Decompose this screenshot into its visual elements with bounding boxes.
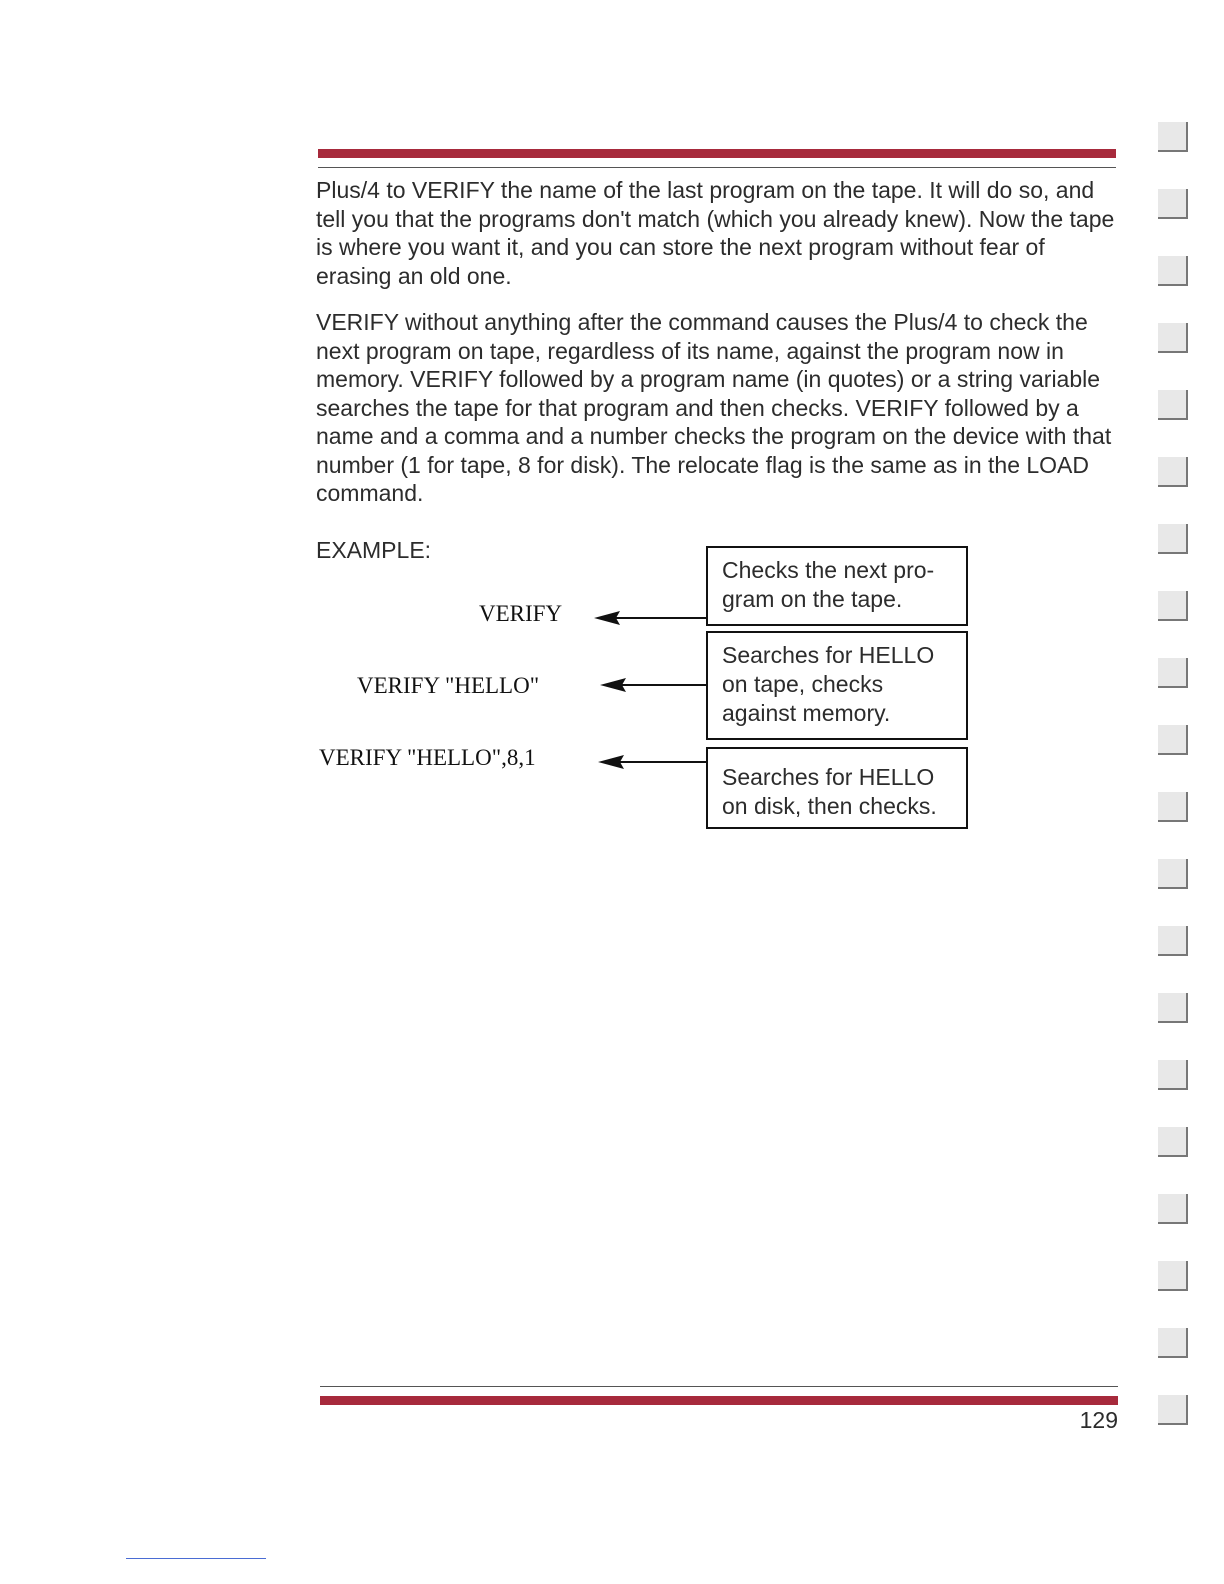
index-tab xyxy=(1158,122,1188,152)
index-tab xyxy=(1158,1261,1188,1291)
index-tab xyxy=(1158,926,1188,956)
example-label: EXAMPLE: xyxy=(316,537,432,563)
index-tab xyxy=(1158,390,1188,420)
index-tab xyxy=(1158,658,1188,688)
index-tab xyxy=(1158,1395,1188,1425)
bottom-thin-rule xyxy=(320,1386,1118,1387)
index-tab xyxy=(1158,792,1188,822)
bottom-accent-bar xyxy=(320,1396,1118,1405)
note-box-3: Searches for HELLO on disk, then checks. xyxy=(706,747,968,829)
command-verify: VERIFY xyxy=(479,601,563,626)
paragraph-1: Plus/4 to VERIFY the name of the last program on the tape. It will do so, and tell you that the programs don't match (which you already knew). Now the tape is where you want it, and you can store the next program without fear of erasing an old one. xyxy=(316,177,1115,289)
index-tab xyxy=(1158,323,1188,353)
index-tab xyxy=(1158,1328,1188,1358)
command-verify-hello-disk: VERIFY "HELLO",8,1 xyxy=(319,745,536,770)
arrow-1 xyxy=(594,606,708,630)
index-tab xyxy=(1158,1194,1188,1224)
index-tab xyxy=(1158,189,1188,219)
index-tab xyxy=(1158,993,1188,1023)
top-thin-rule xyxy=(318,167,1116,168)
index-tab xyxy=(1158,256,1188,286)
paragraph-2: VERIFY without anything after the command causes the Plus/4 to check the next program on tape, regardless of its name, against the program now in memory. VERIFY followed by a program name (in quotes) or a string variable searches the tape for that program and then checks. VERIFY followed by a name and a comma and a number checks the program on the device with that number (1 for tape, 8 for disk). The relocate flag is the same as in the LOAD command. xyxy=(316,309,1112,506)
index-tab xyxy=(1158,457,1188,487)
top-accent-bar xyxy=(318,149,1116,158)
page-number: 129 xyxy=(1079,1407,1118,1433)
arrow-3 xyxy=(598,750,708,774)
footer-line xyxy=(126,1558,266,1559)
index-tab xyxy=(1158,1060,1188,1090)
note-box-2: Searches for HELLO on tape, checks against memory. xyxy=(706,631,968,740)
index-tab xyxy=(1158,524,1188,554)
note-box-1: Checks the next pro- gram on the tape. xyxy=(706,546,968,626)
index-tab xyxy=(1158,725,1188,755)
index-tab xyxy=(1158,591,1188,621)
index-tab xyxy=(1158,859,1188,889)
arrow-2 xyxy=(600,673,708,697)
command-verify-hello: VERIFY "HELLO" xyxy=(357,673,540,698)
index-tab xyxy=(1158,1127,1188,1157)
